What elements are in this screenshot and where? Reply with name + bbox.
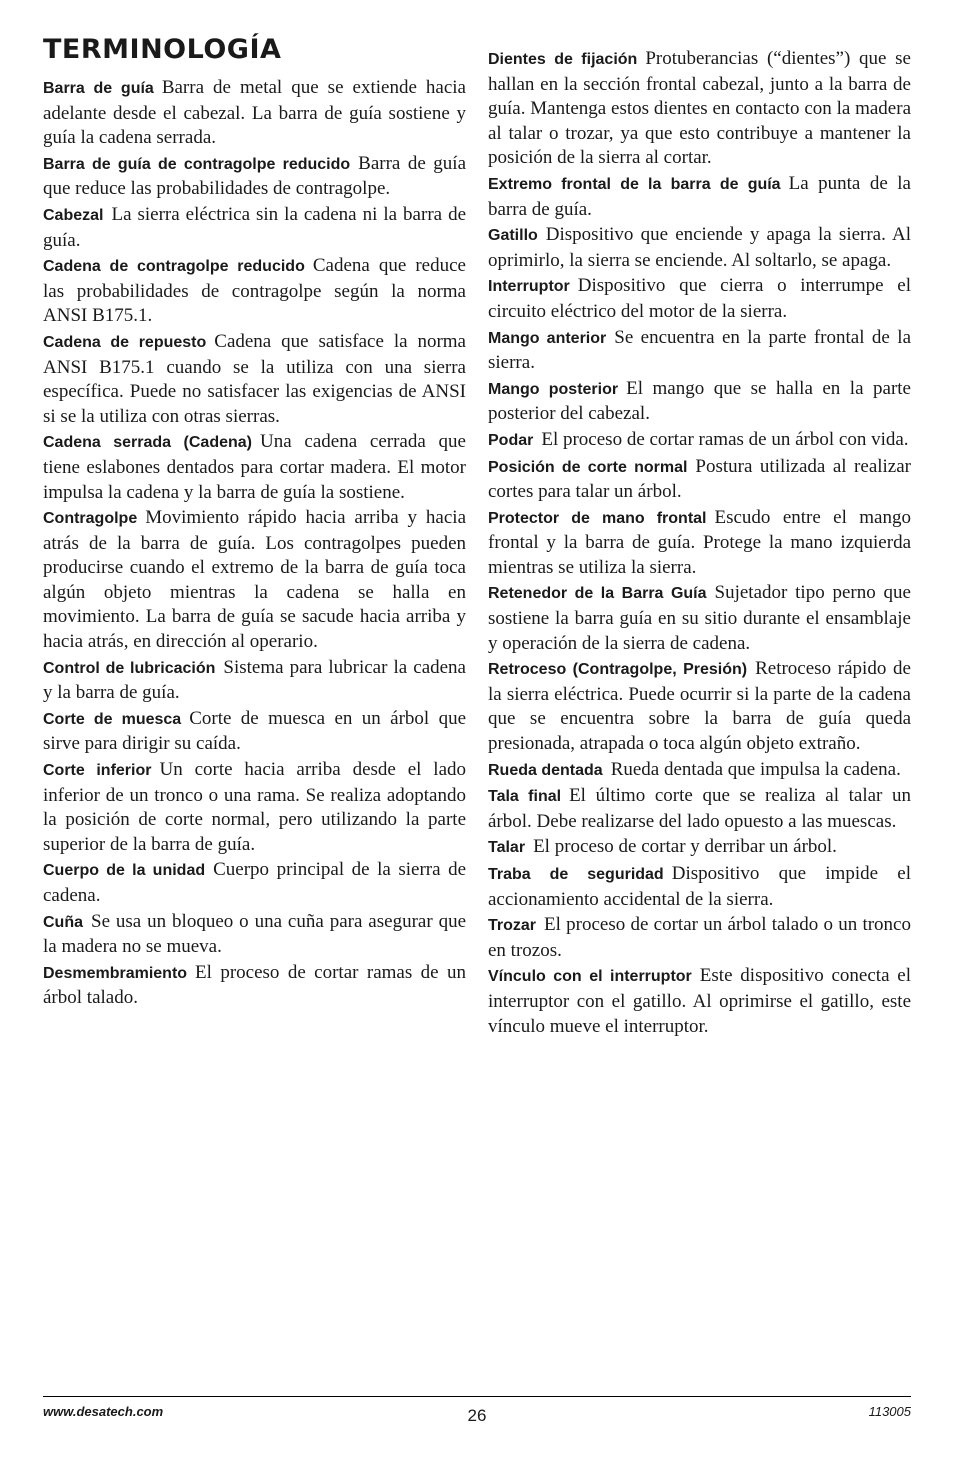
- entry-definition: El proceso de cortar ramas de un árbol con vida.: [541, 428, 909, 450]
- footer-divider: [43, 1396, 911, 1397]
- entry-term: Corte inferior: [43, 762, 152, 780]
- entry-term: Barra de guía: [43, 80, 154, 97]
- entry-term: Barra de guía de contragolpe reducido: [43, 155, 351, 173]
- entry-definition: Barra de metal que se extiende hacia adelante desde el cabezal. La barra de guía sostiene y guía la cadena serrada.: [43, 77, 466, 149]
- entry-definition: El último corte que se realiza al talar un árbol. Debe realizarse del lado opuesto a las muescas.: [488, 785, 911, 832]
- entry-term: Cadena serrada (Cadena): [43, 434, 252, 452]
- glossary-entry: [488, 428, 911, 454]
- glossary-entry: [43, 203, 466, 253]
- glossary-entry: [43, 330, 466, 429]
- entry-term: Cuerpo de la unidad: [43, 862, 206, 880]
- entry-definition: El proceso de cortar ramas de un árbol talado.: [43, 961, 466, 1009]
- glossary-entry: [43, 656, 466, 706]
- entry-term: Mango anterior: [488, 329, 607, 347]
- glossary-entry: [43, 506, 466, 655]
- entry-term: Protector de mano frontal: [488, 509, 707, 527]
- glossary-entry: [43, 910, 466, 960]
- entry-definition: Postura utilizada al realizar cortes para talar un árbol.: [488, 455, 912, 503]
- entry-definition: Movimiento rápido hacia arriba y hacia atrás de la barra de guía. Los contragolpes pueden producirse cuando el extremo de la barra de guía toca algún objeto mientras la cadena se halla en movimiento. La barra de guía se sacude hacia arriba y hacia atrás, en dirección al operario.: [43, 507, 466, 653]
- entry-term: Cabezal: [43, 206, 104, 224]
- glossary-entry: [488, 913, 911, 963]
- entry-term: Trozar: [488, 917, 537, 935]
- entry-definition: El proceso de cortar un árbol talado o un tronco en trozos.: [488, 914, 911, 961]
- document-code: 113005: [868, 1404, 911, 1419]
- entry-definition: Se encuentra en la parte frontal de la sierra.: [488, 326, 912, 374]
- glossary-entry: [488, 835, 911, 861]
- page-number: 26: [467, 1406, 487, 1425]
- entry-definition: Retroceso rápido de la sierra eléctrica. Puede ocurrir si la parte de la cadena que se encuentra sobre la barra de guía queda presionada, atrapada o toca algún objeto extraño.: [488, 658, 911, 755]
- glossary-entry: [43, 961, 466, 1011]
- entry-term: Extremo frontal de la barra de guía: [488, 175, 781, 193]
- entry-term: Gatillo: [488, 227, 538, 245]
- entry-term: Retenedor de la Barra Guía: [488, 585, 707, 603]
- entry-term: Control de lubricación: [43, 659, 216, 677]
- entry-term: Tala final: [488, 788, 562, 806]
- glossary-entry: [488, 172, 911, 222]
- glossary-entry: [43, 707, 466, 757]
- entry-term: Interruptor: [488, 278, 570, 296]
- entry-term: Dientes de fijación: [488, 51, 638, 68]
- entry-definition: Protuberancias (“dientes”) que se hallan en la sección frontal cabezal, junto a la barra de guía. Mantenga estos dientes en contacto con la madera al talar o trozar, ya que esto contribuye a mantener la posición de la sierra al cortar.: [488, 48, 911, 169]
- entry-term: Retroceso (Contragolpe, Presión): [488, 661, 748, 679]
- glossary-entry: [43, 858, 466, 908]
- entry-definition: Un corte hacia arriba desde el lado inferior de un tronco o una rama. Se realiza adoptando la posición de corte normal, pero utilizando la parte superior de la barra de guía.: [43, 759, 467, 855]
- entry-definition: Sistema para lubricar la cadena y la barra de guía.: [43, 656, 466, 704]
- entry-definition: Dispositivo que enciende y apaga la sierra. Al oprimirlo, la sierra se enciende. Al soltarlo, se apaga.: [488, 224, 911, 271]
- entry-definition: Una cadena cerrada que tiene eslabones dentados para cortar madera. El motor impulsa la cadena y la barra de guía la sostiene.: [43, 431, 466, 503]
- glossary-entry: [488, 964, 911, 1039]
- glossary-entry: [488, 274, 911, 324]
- glossary-entry: [488, 377, 911, 427]
- glossary-entry: [43, 254, 466, 329]
- glossary-entry: [43, 76, 466, 151]
- entry-definition: Escudo entre el mango frontal y la barra de guía. Protege la mano izquierda mientras se utiliza la sierra.: [488, 506, 911, 578]
- glossary-entry: [43, 758, 466, 857]
- entry-definition: Cadena que reduce las probabilidades de contragolpe según la norma ANSI B175.1.: [43, 255, 466, 327]
- entry-definition: La punta de la barra de guía.: [488, 172, 911, 220]
- entry-definition: Dispositivo que impide el accionamiento accidental de la sierra.: [488, 863, 911, 910]
- footer-website: www.desatech.com: [43, 1404, 164, 1419]
- glossary-entry: [488, 455, 911, 505]
- left-column: [43, 76, 466, 1012]
- entry-term: Posición de corte normal: [488, 458, 688, 476]
- glossary-entry: [488, 326, 911, 376]
- entry-term: Talar: [488, 839, 526, 857]
- entry-term: Vínculo con el interruptor: [488, 968, 692, 986]
- glossary-entry: [488, 657, 911, 756]
- entry-definition: Cuerpo principal de la sierra de cadena.: [43, 859, 466, 906]
- glossary-entry: [488, 506, 911, 581]
- right-column: [488, 47, 911, 1040]
- glossary-entry: [488, 784, 911, 834]
- entry-definition: Se usa un bloqueo o una cuña para asegurar que la madera no se mueva.: [43, 910, 466, 958]
- glossary-entry: [488, 47, 911, 171]
- page-title: TERMINOLOGÍA: [43, 34, 282, 65]
- entry-term: Desmembramiento: [43, 964, 188, 982]
- entry-definition: Este dispositivo conecta el interruptor con el gatillo. Al oprimirse el gatillo, este vínculo mueve el interruptor.: [488, 965, 911, 1037]
- entry-definition: El proceso de cortar y derribar un árbol.: [533, 836, 837, 858]
- entry-definition: Barra de guía que reduce las probabilidades de contragolpe.: [43, 152, 466, 200]
- entry-term: Corte de muesca: [43, 710, 182, 728]
- glossary-entry: [43, 152, 466, 202]
- entry-term: Contragolpe: [43, 510, 138, 528]
- entry-term: Cadena de repuesto: [43, 333, 207, 351]
- entry-term: Mango posterior: [488, 380, 619, 398]
- entry-term: Traba de seguridad: [488, 866, 664, 883]
- entry-term: Cadena de contragolpe reducido: [43, 258, 305, 276]
- glossary-entry: [488, 223, 911, 273]
- entry-definition: Corte de muesca en un árbol que sirve para dirigir su caída.: [43, 707, 466, 755]
- glossary-entry: [488, 758, 911, 784]
- entry-definition: Rueda dentada que impulsa la cadena.: [610, 758, 901, 780]
- entry-term: Podar: [488, 431, 534, 449]
- entry-definition: Sujetador tipo perno que sostiene la barra guía en su sitio durante el ensamblaje y operación de la sierra de cadena.: [488, 582, 911, 654]
- glossary-entry: [488, 862, 911, 912]
- entry-definition: El mango que se halla en la parte posterior del cabezal.: [488, 377, 911, 425]
- entry-definition: Dispositivo que cierra o interrumpe el circuito eléctrico del motor de la sierra.: [488, 275, 911, 322]
- entry-definition: Cadena que satisface la norma ANSI B175.1 cuando se la utiliza con una sierra específica. Puede no satisfacer las exigencias de ANSI si se la utiliza con otras sierras.: [43, 330, 466, 427]
- entry-term: Cuña: [43, 913, 83, 931]
- glossary-entry: [43, 430, 466, 505]
- entry-term: Rueda dentada: [488, 761, 603, 779]
- entry-definition: La sierra eléctrica sin la cadena ni la barra de guía.: [43, 203, 466, 251]
- glossary-entry: [488, 581, 911, 656]
